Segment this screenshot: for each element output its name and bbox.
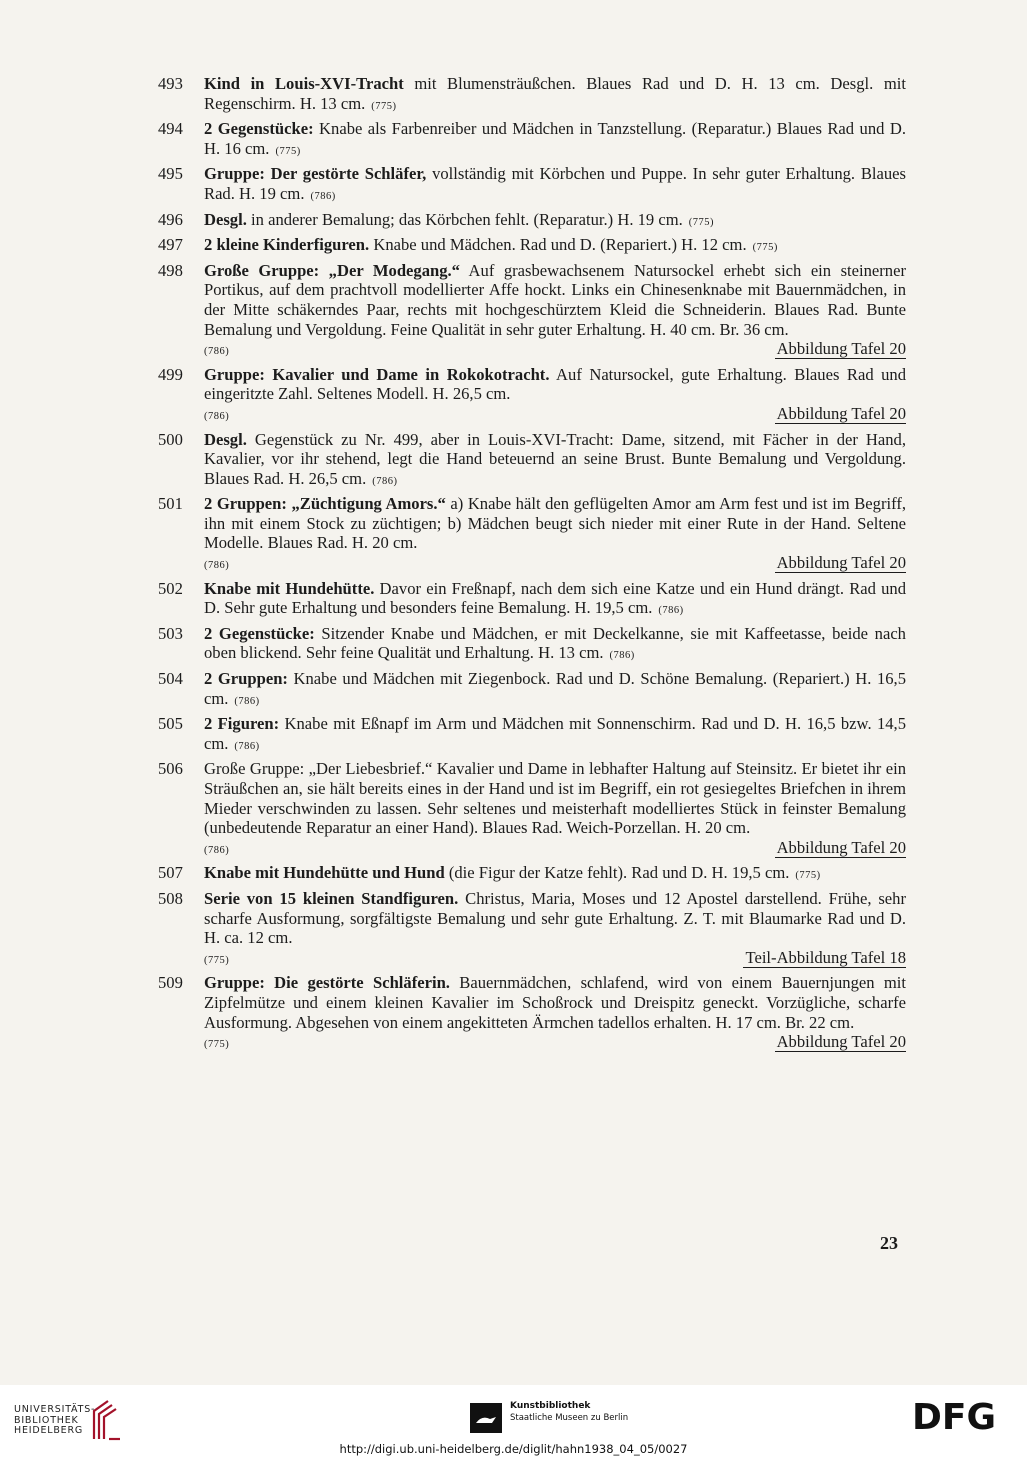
ub-heidelberg-logo-icon[interactable]	[90, 1397, 126, 1443]
plate-reference: Abbildung Tafel 20	[776, 403, 906, 423]
catalog-entry	[158, 714, 906, 756]
ub-line-1: UNIVERSITÄTS-	[14, 1404, 96, 1415]
entry-reference-line	[204, 1032, 906, 1055]
catalog-entry	[158, 669, 906, 711]
entry-number: 498	[158, 260, 183, 280]
entry-number: 495	[158, 164, 183, 184]
entry-number: 497	[158, 235, 183, 255]
entry-body	[204, 494, 906, 575]
catalog-entry	[158, 759, 906, 860]
dfg-logo-text: DFG	[912, 1399, 997, 1433]
entry-description: Knabe und Mädchen mit Ziegenbock. Rad und D. Schöne Bemalung. (Repariert.) H. 16,5 cm.	[204, 669, 906, 708]
catalog-entry	[158, 261, 906, 362]
catalog-entries	[158, 74, 906, 1058]
entry-title: 2 Gegenstücke:	[204, 119, 314, 139]
entry-lot-code: (775)	[275, 145, 301, 157]
entry-body	[204, 164, 906, 206]
entry-lot-code: (786)	[204, 346, 230, 358]
entry-number: 503	[158, 623, 183, 643]
entry-body	[204, 669, 906, 711]
entry-description: Christus, Maria, Moses und 12 Apostel darstellend. Frühe, sehr scharfe Ausformung, sorgfältigste Bemalung und sehr gute Erhaltung. Z. T. mit Blaumarke Rad und D. H. ca. 12 cm.	[204, 888, 906, 948]
entry-lot-code: (775)	[204, 954, 230, 966]
catalog-entry	[158, 494, 906, 575]
plate-reference: Abbildung Tafel 20	[776, 837, 906, 857]
entry-description: Auf grasbewachsenem Natursockel erhebt sich ein steinerner Portikus, auf dem prachtvoll modellierter Affe hockt. Links ein Chinesenknabe mit Bauernmädchen, in der Mitte schäkerndes Paar, rechts mit hochgeschürztem Kleid die Schneiderin. Blaues Rad. Bunte Bemalung und Vergoldung. Feine Qualität in sehr guter Erhaltung. H. 40 cm. Br. 36 cm.	[204, 260, 906, 339]
entry-description: (die Figur der Katze fehlt). Rad und D. H. 19,5 cm.	[444, 863, 790, 883]
entry-number: 505	[158, 714, 183, 734]
entry-description: Gegenstück zu Nr. 499, aber in Louis-XVI-Tracht: Dame, sitzend, mit Fächer in der Hand, Kavalier, vor ihr stehend, legt die Hand beteuernd an seine Brust. Bunte Bemalung und Vergoldung. Blaues Rad. H. 26,5 cm.	[204, 429, 906, 488]
ub-heidelberg-wordmark[interactable]	[14, 1405, 95, 1437]
catalog-entry	[158, 210, 906, 233]
entry-number: 502	[158, 578, 183, 598]
entry-title: Kind in Louis-XVI-Tracht	[204, 74, 404, 93]
entry-lot-code: (786)	[234, 740, 260, 752]
entry-reference-line	[204, 948, 906, 971]
entry-title: 2 Figuren:	[204, 714, 280, 734]
kb-subtitle: Staatliche Museen zu Berlin	[510, 1413, 629, 1423]
catalog-entry	[158, 235, 906, 258]
catalog-entry	[158, 74, 906, 116]
entry-title: Serie von 15 kleinen Standfiguren.	[204, 888, 459, 908]
plate-reference: Abbildung Tafel 20	[776, 1032, 906, 1052]
catalog-entry	[158, 889, 906, 970]
ub-line-2: BIBLIOTHEK	[14, 1414, 79, 1426]
entry-title: 2 Gruppen: „Züchtigung Amors.“	[204, 494, 446, 514]
entry-description: mit Blumensträußchen. Blaues Rad und D. H. 13 cm. Desgl. mit Regenschirm. H. 13 cm.	[204, 74, 906, 113]
catalog-entry	[158, 430, 906, 492]
catalog-entry	[158, 624, 906, 666]
entry-body	[204, 261, 906, 362]
entry-body	[204, 430, 906, 492]
entry-body	[204, 889, 906, 970]
entry-lot-code: (786)	[204, 410, 230, 422]
entry-lot-code: (786)	[234, 695, 260, 707]
entry-number: 504	[158, 669, 183, 689]
entry-number: 500	[158, 429, 183, 449]
catalog-entry	[158, 365, 906, 427]
entry-body	[204, 973, 906, 1054]
entry-number: 496	[158, 209, 183, 229]
entry-body	[204, 624, 906, 666]
entry-number: 506	[158, 759, 183, 779]
entry-lot-code: (786)	[204, 844, 230, 856]
entry-number: 493	[158, 74, 183, 93]
entry-description: Davor ein Freßnapf, nach dem sich eine Katze und ein Hund drängt. Rad und D. Sehr gute Erhaltung und besonders feine Bemalung. H. 19,5 cm.	[204, 578, 907, 618]
entry-description: Knabe und Mädchen. Rad und D. (Repariert.) H. 12 cm.	[369, 235, 747, 255]
entry-title: 2 Gruppen:	[204, 669, 288, 689]
entry-number: 499	[158, 364, 183, 384]
plate-reference: Abbildung Tafel 20	[776, 339, 906, 359]
entry-description: a) Knabe hält den geflügelten Amor am Arm fest und ist im Begriff, ihn mit einem Stock zu züchtigen; b) Mädchen beugt sich nieder mit einer Rute in der Hand. Seltene Modelle. Blaues Rad. H. 20 cm.	[204, 494, 906, 553]
entry-description: Auf Natursockel, gute Erhaltung. Blaues Rad und eingeritzte Zahl. Seltenes Modell. H. 26,5 cm.	[204, 364, 906, 404]
entry-description: Knabe als Farbenreiber und Mädchen in Tanzstellung. (Reparatur.) Blaues Rad und D. H. 16 cm.	[204, 119, 906, 158]
entry-lot-code: (775)	[204, 1039, 230, 1051]
entry-body	[204, 714, 906, 756]
entry-lot-code: (786)	[658, 605, 684, 617]
entry-lot-code: (775)	[795, 870, 821, 882]
entry-body	[204, 74, 906, 116]
plate-reference: Teil-Abbildung Tafel 18	[745, 947, 906, 967]
catalog-entry	[158, 164, 906, 206]
footer-bar	[0, 1385, 1027, 1461]
entry-lot-code: (775)	[371, 100, 397, 112]
entry-number: 508	[158, 888, 183, 908]
entry-title: Gruppe: Kavalier und Dame in Rokokotracht.	[204, 364, 550, 384]
entry-lot-code: (786)	[204, 560, 230, 572]
catalog-entry	[158, 579, 906, 621]
entry-description: vollständig mit Körbchen und Puppe. In sehr guter Erhaltung. Blaues Rad. H. 19 cm.	[204, 164, 906, 203]
kunstbibliothek-text	[510, 1400, 628, 1424]
entry-title: 2 kleine Kinderfiguren.	[204, 235, 370, 255]
entry-number: 494	[158, 119, 183, 139]
entry-title: Gruppe: Der gestörte Schläfer,	[204, 164, 427, 184]
entry-lot-code: (775)	[688, 216, 715, 228]
kb-title: Kunstbibliothek	[510, 1401, 591, 1411]
entry-body	[204, 210, 906, 233]
entry-number: 507	[158, 863, 183, 883]
entry-reference-line	[204, 339, 906, 362]
entry-lot-code: (786)	[609, 650, 635, 662]
entry-reference-line	[204, 838, 906, 861]
entry-body	[204, 863, 906, 886]
entry-reference-line	[204, 404, 906, 427]
kunstbibliothek-logo-icon[interactable]	[470, 1403, 502, 1433]
entry-lot-code: (775)	[752, 242, 778, 254]
entry-number: 501	[158, 494, 183, 514]
entry-title: Große Gruppe: „Der Modegang.“	[204, 260, 460, 280]
entry-description: Große Gruppe: „Der Liebesbrief.“ Kavalier und Dame in lebhafter Haltung auf Steinsitz. Er bietet ihr ein Sträußchen an, sie hält bereits eines in der Hand und ist im Begriff, ein rot gesiegeltes Briefchen in ihrem Mieder verschwinden zu lassen. Sehr seltenes und meisterhaft modelliertes Stück in feinster Bemalung (unbedeutende Reparatur an einer Hand). Blaues Rad. Weich-Porzellan. H. 20 cm.	[204, 759, 906, 838]
entry-title: Knabe mit Hundehütte.	[204, 578, 375, 598]
entry-reference-line	[204, 553, 906, 576]
catalog-entry	[158, 119, 906, 161]
entry-body	[204, 759, 906, 860]
entry-body	[204, 235, 906, 258]
entry-title: Desgl.	[204, 209, 247, 229]
page-number: 23	[880, 1233, 898, 1253]
entry-number: 509	[158, 973, 183, 993]
entry-description: Sitzender Knabe und Mädchen, er mit Deckelkanne, sie mit Kaffeetasse, beide nach oben blickend. Sehr feine Qualität und Erhaltung. H. 13 cm.	[204, 623, 906, 663]
ub-line-3: HEIDELBERG	[14, 1425, 84, 1436]
plate-reference: Abbildung Tafel 20	[776, 553, 906, 573]
source-url[interactable]: http://digi.ub.uni-heidelberg.de/diglit/hahn1938_04_05/0027	[339, 1442, 688, 1456]
entry-lot-code: (786)	[372, 475, 398, 487]
entry-lot-code: (786)	[310, 190, 336, 202]
entry-body	[204, 579, 906, 621]
entry-body	[204, 119, 906, 161]
dfg-logo-icon[interactable]	[912, 1399, 1012, 1433]
entry-title: Desgl.	[204, 429, 247, 449]
entry-description: Knabe mit Eßnapf im Arm und Mädchen mit Sonnenschirm. Rad und D. H. 16,5 bzw. 14,5 cm.	[204, 714, 907, 753]
catalog-entry	[158, 863, 906, 886]
entry-title: 2 Gegenstücke:	[204, 623, 315, 643]
entry-description: Bauernmädchen, schlafend, wird von einem Bauernjungen mit Zipfelmütze und einem kleinen Kavalier im Schoßrock und Dreispitz geneckt. Vorzügliche, scharfe Ausformung. Abgesehen von einem angekitteten Ärmchen tadellos erhalten. H. 17 cm. Br. 22 cm.	[204, 973, 906, 1032]
entry-title: Knabe mit Hundehütte und Hund	[204, 863, 445, 883]
entry-description: in anderer Bemalung; das Körbchen fehlt. (Reparatur.) H. 19 cm.	[246, 209, 683, 229]
entry-title: Gruppe: Die gestörte Schläferin.	[204, 973, 450, 993]
catalog-entry	[158, 973, 906, 1054]
entry-body	[204, 365, 906, 427]
